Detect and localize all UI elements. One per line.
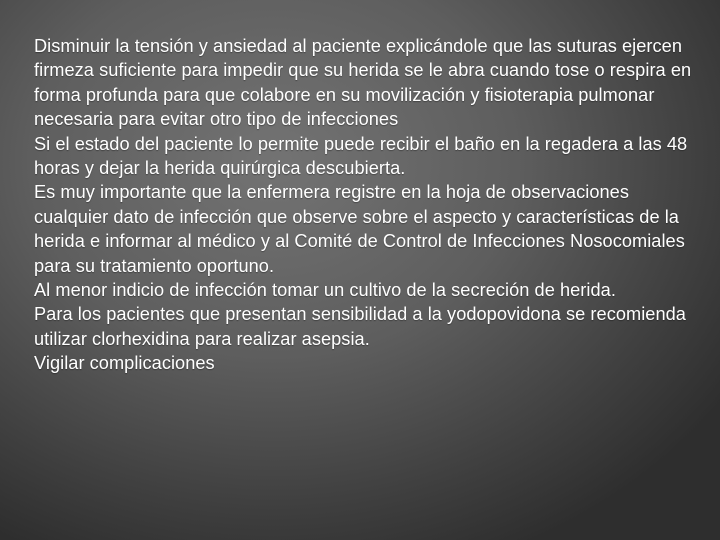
paragraph-anxiety: Disminuir la tensión y ansiedad al paciente explicándole que las suturas ejercen firmeza suficiente para impedir que su herida se le abra cuando tose o respira en forma profunda para que colabore en su movilización y fisioterapia pulmonar necesaria para evitar otro tipo de infecciones [34, 36, 692, 130]
paragraph-culture: Al menor indicio de infección tomar un cultivo de la secreción de herida. [34, 280, 616, 301]
slide-body-text [34, 34, 704, 376]
paragraph-sensitivity: Para los pacientes que presentan sensibilidad a la yodopovidona se recomienda utilizar clorhexidina para realizar asepsia. [34, 304, 686, 349]
paragraph-nurse-record: Es muy importante que la enfermera registre en la hoja de observaciones cualquier dato de infección que observe sobre el aspecto y características de la herida e informar al médico y al Comité de Control de Infecciones Nosocomiales para su tratamiento oportuno. [34, 182, 685, 276]
paragraph-complications: Vigilar complicaciones [34, 353, 215, 374]
paragraph-bath: Si el estado del paciente lo permite puede recibir el baño en la regadera a las 48 horas y dejar la herida quirúrgica descubierta. [34, 133, 688, 179]
